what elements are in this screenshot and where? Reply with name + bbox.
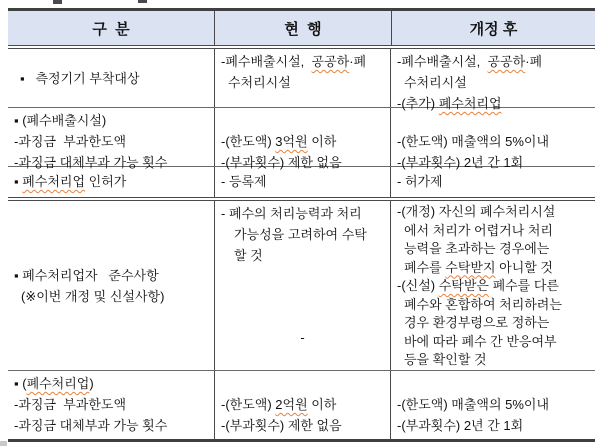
spell-flagged-text: 공공하 <box>311 54 350 69</box>
cell-text: -(한도액) 매출액의 5%이내 <box>397 397 550 412</box>
cell-category <box>8 108 214 170</box>
cell-current <box>214 108 390 170</box>
cell-revised <box>390 201 595 370</box>
cell-text: -(한도액) 매출액의 5%이내 <box>397 134 550 149</box>
cell-text: -(추가) 폐수처리업 <box>397 96 502 111</box>
cell-current <box>214 49 390 107</box>
cell-text: -(부과횟수) 2년 간 1회 <box>397 155 524 170</box>
spell-flagged-text: 폐수처리업 <box>26 376 90 391</box>
cropped-text-fragment <box>138 0 147 3</box>
cell-text: -(부과횟수) 제한 없음 <box>221 155 342 170</box>
cell-text: -(개정) 자신의 폐수처리시설 <box>397 204 556 219</box>
header-category: 구 분 <box>92 20 130 38</box>
spell-flagged-text: 2억원 <box>275 397 308 412</box>
cell-text: 능력을 초과하는 경우에는 <box>404 241 550 256</box>
cell-text: 폐수와 혼합하여 처리하려는 <box>404 296 562 312</box>
cell-text: - 허가제 <box>397 174 443 189</box>
cell-text: ▪ (폐수처리업) <box>14 376 94 391</box>
header-current: 현 행 <box>214 11 391 45</box>
cell-text: -(부과횟수) 제한 없음 <box>221 418 342 433</box>
spell-flagged-text: 공공하 <box>487 54 526 69</box>
cell-text: 폐수를 수탁받지 아니할 것 <box>404 259 553 275</box>
header-revised: 개정 후 <box>391 11 595 45</box>
cell-text: -과징금 대체부과 가능 횟수 <box>14 155 168 170</box>
spell-flagged-text: 수탁받은 <box>438 278 489 293</box>
cell-text: -(부과횟수) 2년 간 1회 <box>397 418 524 433</box>
cell-text: 바에 따라 폐수 간 반응여부 <box>404 333 557 349</box>
cell-text: -과징금 부과한도액 <box>14 134 127 149</box>
cell-text: (※이번 개정 및 신설사항) <box>21 288 165 304</box>
table-header-row <box>8 11 595 45</box>
cell-text: -폐수배출시설, 공공하·폐 <box>221 54 367 69</box>
cell-text: - 등록제 <box>221 174 267 189</box>
spell-flagged-text: 폐수처리업 <box>438 96 502 111</box>
cell-current <box>214 201 390 370</box>
cell-text: 수처리시설 <box>404 75 467 90</box>
table-row-licensing <box>8 167 595 197</box>
empty-dash: - <box>300 330 305 345</box>
cell-category <box>8 49 214 107</box>
cell-text: ▪ 측정기기 부착대상 <box>20 70 140 86</box>
cell-category <box>8 167 214 197</box>
cell-text: -폐수배출시설, 공공하·폐 <box>397 54 543 69</box>
spell-flagged-text: 수탁받지 <box>445 259 496 275</box>
cell-text: -(한도액) 3억원 이하 <box>221 134 337 149</box>
table-row-treatment-business-penalty <box>8 371 595 439</box>
cell-text: 할 것 <box>234 248 263 263</box>
table-row-measuring-devices <box>8 49 595 111</box>
table-row-operator-obligations <box>8 201 595 371</box>
cell-text: -(신설) 수탁받은 폐수를 다른 <box>397 278 559 293</box>
cell-current <box>214 371 390 439</box>
cell-text: -과징금 대체부과 가능 횟수 <box>14 418 168 433</box>
spell-flagged-text: 폐수처리업 <box>22 174 86 189</box>
cell-text: ▪ 폐수처리업자 준수사항 <box>14 267 159 283</box>
comparison-table <box>8 8 595 442</box>
cell-text: -(한도액) 2억원 이하 <box>221 397 337 412</box>
cropped-corner-fragment <box>0 441 7 446</box>
cell-text: 등을 확인할 것 <box>404 352 487 367</box>
cell-revised <box>390 167 595 197</box>
spell-flagged-text: 3억원 <box>275 134 308 149</box>
cell-text: 에서 처리가 어렵거나 처리 <box>404 222 553 238</box>
cell-current <box>214 167 390 197</box>
cell-category <box>8 371 214 439</box>
table-row-discharge-facility-penalty <box>8 108 595 170</box>
cell-text: 가능성을 고려하여 수탁 <box>234 227 367 242</box>
cell-text: ▪ 폐수처리업 인허가 <box>14 174 127 189</box>
cell-category <box>8 201 214 370</box>
cell-text: 경우 환경부령으로 정하는 <box>404 315 550 330</box>
cell-text: ▪ (폐수배출시설) <box>14 113 107 128</box>
cell-text: -과징금 부과한도액 <box>14 397 127 412</box>
cropped-text-fragment <box>53 0 62 4</box>
cell-revised <box>390 49 595 111</box>
cell-revised <box>390 371 595 439</box>
cell-text: - 폐수의 처리능력과 처리 <box>221 206 362 221</box>
cell-revised <box>390 108 595 170</box>
cell-text: 수처리시설 <box>228 75 291 90</box>
